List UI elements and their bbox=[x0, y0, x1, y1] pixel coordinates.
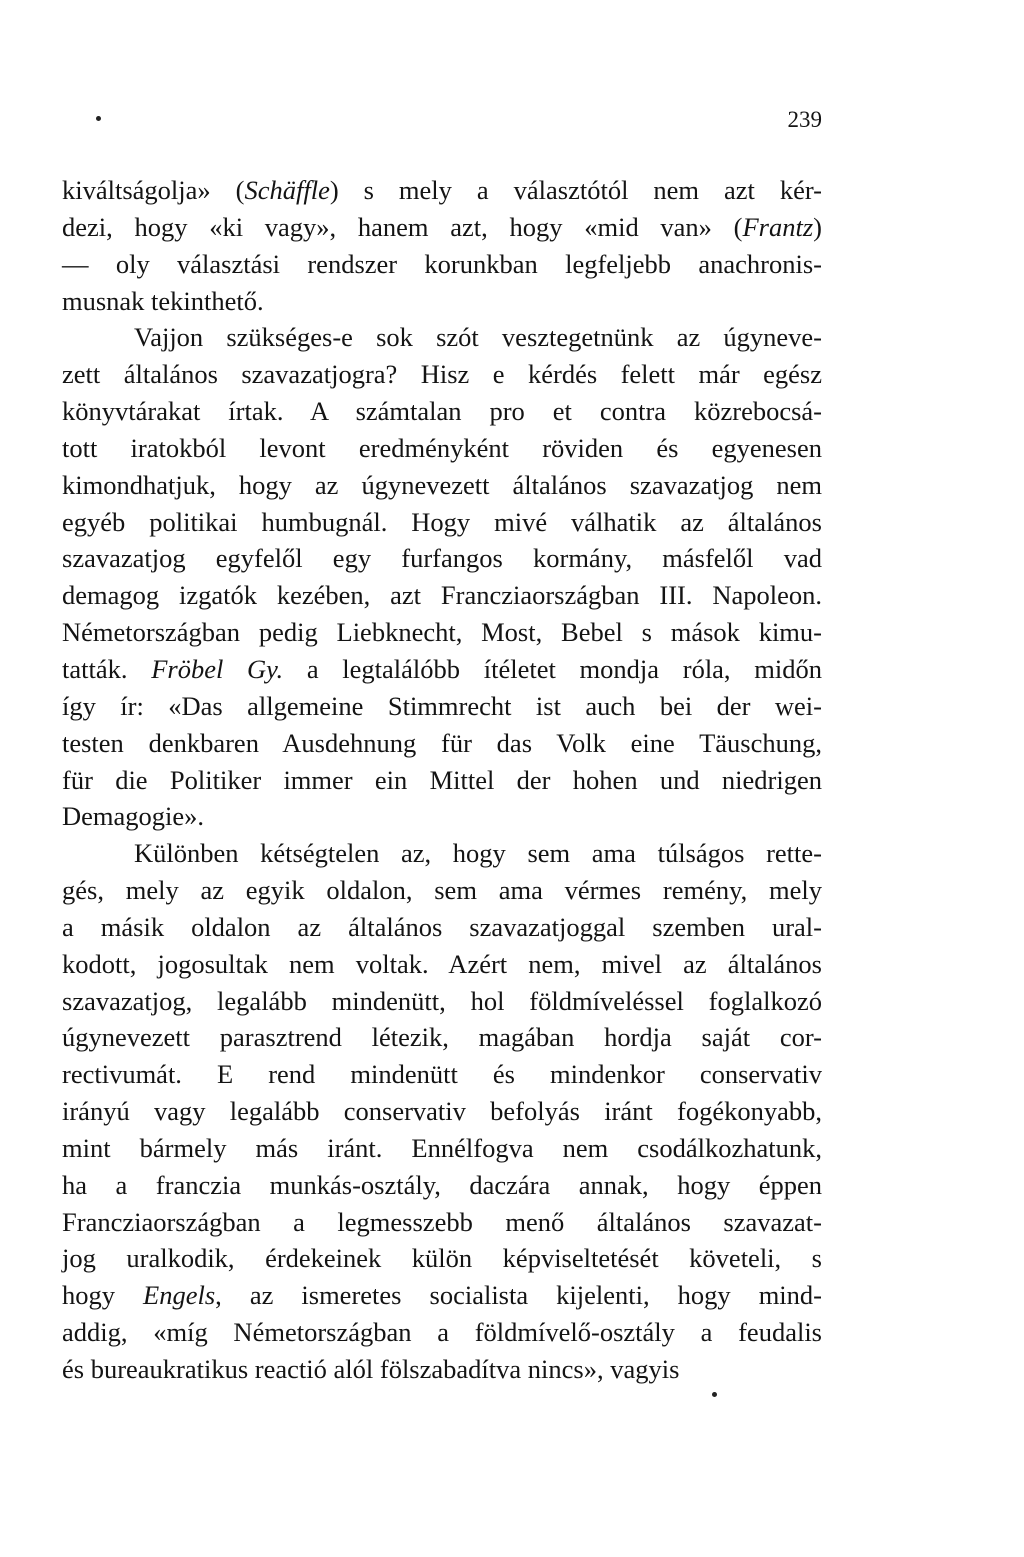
text-line bbox=[62, 283, 822, 320]
text-run: szavazatjog, legalább mindenütt, hol földmíveléssel foglalkozó bbox=[62, 985, 822, 1016]
text-line bbox=[62, 762, 822, 799]
text-run: ) bbox=[813, 211, 822, 242]
text-line bbox=[62, 577, 822, 614]
text-run: tott iratokból levont eredményként röviden és egyenesen bbox=[62, 432, 822, 463]
text-line bbox=[62, 356, 822, 393]
text-run: egyéb politikai humbugnál. Hogy mivé válhatik az általános bbox=[62, 506, 822, 537]
body-text bbox=[62, 172, 822, 1388]
text-run: Francziaországban a legmesszebb menő általános szavazat- bbox=[62, 1206, 822, 1237]
text-line bbox=[62, 1093, 822, 1130]
print-speck bbox=[712, 1392, 717, 1397]
text-line bbox=[62, 1351, 822, 1388]
text-line bbox=[62, 1314, 822, 1351]
text-run: — oly választási rendszer korunkban legfeljebb anachronis- bbox=[62, 248, 822, 279]
text-run: tatták. bbox=[62, 653, 152, 684]
text-run: a másik oldalon az általános szavazatjoggal szemben ural- bbox=[62, 911, 822, 942]
paragraph-p1 bbox=[62, 172, 822, 319]
text-run: így ír: «Das allgemeine Stimmrecht ist auch bei der wei- bbox=[62, 690, 822, 721]
text-line bbox=[62, 393, 822, 430]
text-line bbox=[62, 651, 822, 688]
text-run: kodott, jogosultak nem voltak. Azért nem, mivel az általános bbox=[62, 948, 822, 979]
text-run: dezi, hogy «ki vagy», hanem azt, hogy «mid van» ( bbox=[62, 211, 743, 242]
text-line bbox=[62, 614, 822, 651]
text-line bbox=[62, 1277, 822, 1314]
text-line bbox=[62, 209, 822, 246]
text-line bbox=[62, 504, 822, 541]
text-line bbox=[62, 946, 822, 983]
text-line bbox=[62, 798, 822, 835]
text-run: testen denkbaren Ausdehnung für das Volk eine Täuschung, bbox=[62, 727, 822, 758]
text-run: gés, mely az egyik oldalon, sem ama vérmes remény, mely bbox=[62, 875, 822, 906]
text-run: ha a franczia munkás-osztály, daczára annak, hogy éppen bbox=[62, 1169, 822, 1200]
italic-name: Frantz bbox=[742, 211, 814, 242]
text-run: jog uralkodik, érdekeinek külön képviseltetését követeli, s bbox=[62, 1243, 822, 1274]
text-line bbox=[62, 319, 822, 356]
text-run: úgynevezett parasztrend létezik, magában hordja saját cor- bbox=[62, 1022, 822, 1053]
italic-name: Schäffle bbox=[244, 175, 330, 205]
text-run: könyvtárakat írtak. A számtalan pro et contra közrebocsá- bbox=[62, 396, 822, 427]
text-run: irányú vagy legalább conservativ befolyás iránt fogékonyabb, bbox=[62, 1096, 822, 1127]
text-run: rectivumát. E rend mindenütt és mindenkor conservativ bbox=[62, 1059, 822, 1090]
text-line bbox=[62, 1204, 822, 1241]
text-line bbox=[62, 1167, 822, 1204]
italic-name: Engels bbox=[143, 1280, 216, 1311]
text-line bbox=[62, 835, 822, 872]
text-line bbox=[62, 1019, 822, 1056]
text-run: demagog izgatók kezében, azt Francziaországban III. Napoleon. bbox=[62, 580, 822, 611]
text-run: Különben kétségtelen az, hogy sem ama túlságos rette- bbox=[134, 838, 822, 869]
text-line bbox=[62, 430, 822, 467]
text-run: hogy bbox=[62, 1280, 144, 1311]
text-run: ) s mely a választótól nem azt kér- bbox=[329, 175, 822, 205]
text-line bbox=[62, 1130, 822, 1167]
text-line bbox=[62, 540, 822, 577]
text-line bbox=[62, 725, 822, 762]
text-line bbox=[62, 1056, 822, 1093]
text-run: , az ismeretes socialista kijelenti, hogy mind- bbox=[215, 1280, 822, 1311]
text-run: kimondhatjuk, hogy az úgynevezett általános szavazatjog nem bbox=[62, 469, 822, 500]
text-line bbox=[62, 246, 822, 283]
text-run: kiváltságolja» ( bbox=[62, 175, 245, 205]
text-line bbox=[62, 467, 822, 504]
text-run: Németországban pedig Liebknecht, Most, Bebel s mások kimu- bbox=[62, 617, 822, 648]
paragraph-p2 bbox=[62, 319, 822, 835]
paragraph-p3 bbox=[62, 835, 822, 1388]
text-line bbox=[62, 688, 822, 725]
text-line bbox=[62, 909, 822, 946]
text-line bbox=[62, 983, 822, 1020]
text-line bbox=[62, 872, 822, 909]
italic-name: Fröbel Gy. bbox=[151, 653, 284, 684]
text-run: für die Politiker immer ein Mittel der hohen und niedrigen bbox=[62, 764, 822, 795]
text-line bbox=[62, 1240, 822, 1277]
text-run: zett általános szavazatjogra? Hisz e kérdés felett már egész bbox=[62, 359, 822, 390]
text-run: musnak tekinthető. bbox=[62, 285, 264, 316]
text-run: addig, «míg Németországban a földmívelő-osztály a feudalis bbox=[62, 1317, 822, 1348]
text-run: mint bármely más iránt. Ennélfogva nem csodálkozhatunk, bbox=[62, 1132, 822, 1163]
text-line bbox=[62, 172, 822, 209]
print-speck bbox=[96, 116, 101, 121]
text-run: a legtalálóbb ítéletet mondja róla, midőn bbox=[283, 653, 822, 684]
page-number: 239 bbox=[787, 107, 822, 132]
text-run: és bureaukratikus reactió alól fölszabadítva nincs», vagyis bbox=[62, 1354, 680, 1384]
text-run: szavazatjog egyfelől egy furfangos kormány, másfelől vad bbox=[62, 543, 822, 574]
text-run: Vajjon szükséges-e sok szót vesztegetnünk az úgyneve- bbox=[134, 322, 822, 353]
text-run: Demagogie». bbox=[62, 801, 205, 832]
